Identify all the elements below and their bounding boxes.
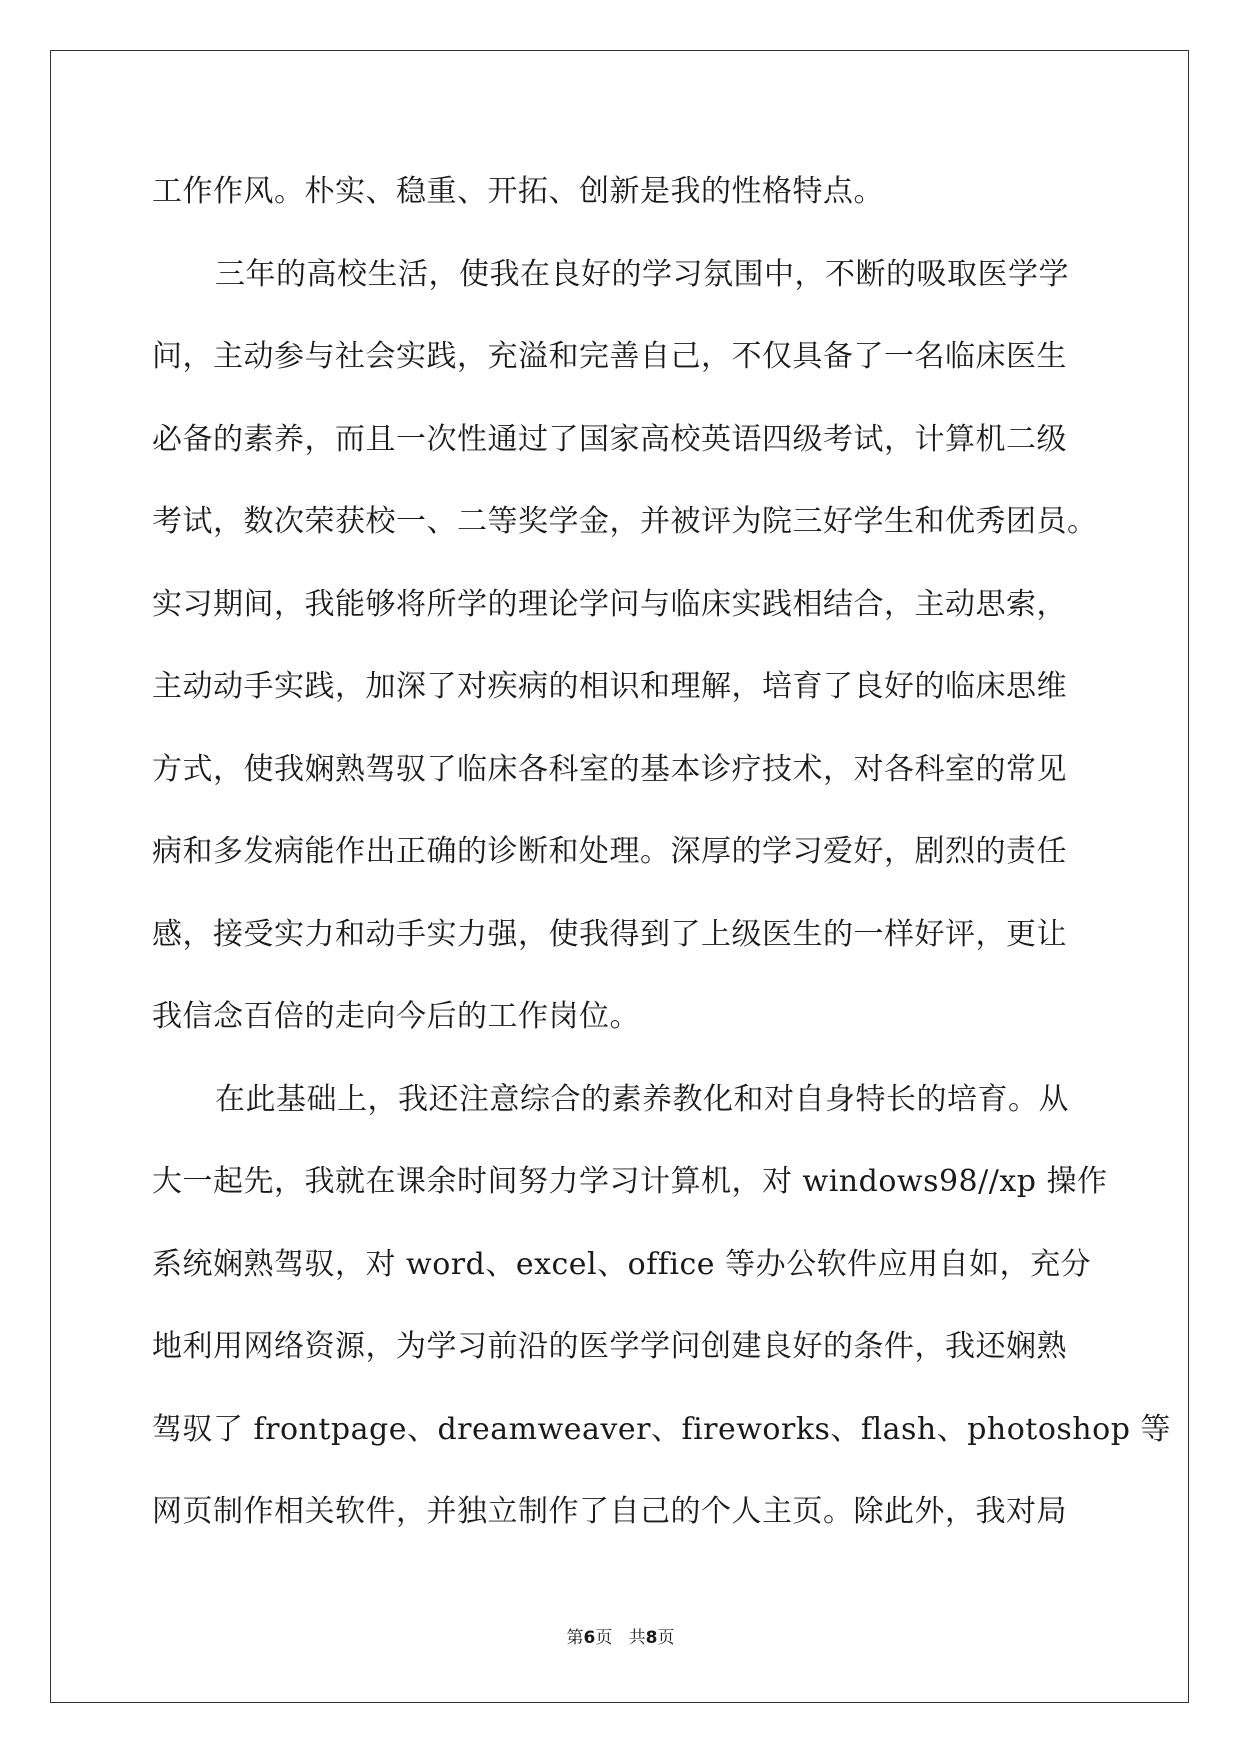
- total-pages-prefix: 共: [628, 1628, 646, 1648]
- text-line: 地利用网络资源，为学习前沿的医学学问创建良好的条件，我还娴熟: [152, 1329, 1067, 1364]
- page-number-suffix: 页: [595, 1628, 613, 1648]
- text-line: 感，接受实力和动手实力强，使我得到了上级医生的一样好评，更让: [152, 916, 1067, 952]
- text-line: 我信念百倍的走向今后的工作岗位。: [152, 999, 640, 1034]
- text-line: 方式，使我娴熟驾驭了临床各科室的基本诊疗技术，对各科室的常见: [152, 751, 1067, 787]
- text-line: 考试，数次荣获校一、二等奖学金，并被评为院三好学生和优秀团员。: [152, 504, 1098, 539]
- document-body: [152, 158, 1171, 1561]
- text-line: 主动动手实践，加深了对疾病的相识和理解，培育了良好的临床思维: [152, 669, 1067, 704]
- total-pages-suffix: 页: [657, 1628, 675, 1648]
- text-line: 三年的高校生活，使我在良好的学习氛围中，不断的吸取医学学: [215, 256, 1069, 292]
- text-line: 驾驭了 frontpage、dreamweaver、fireworks、flash、photoshop 等: [152, 1411, 1171, 1447]
- text-line: 问，主动参与社会实践，充溢和完善自己，不仅具备了一名临床医生: [152, 339, 1067, 374]
- text-line: 必备的素养，而且一次性通过了国家高校英语四级考试，计算机二级: [152, 421, 1067, 457]
- page-number-prefix: 第: [566, 1628, 584, 1648]
- total-pages-number: 8: [645, 1628, 658, 1648]
- text-line: 工作作风。朴实、稳重、开拓、创新是我的性格特点。: [152, 174, 884, 209]
- text-line: 实习期间，我能够将所学的理论学问与临床实践相结合，主动思索，: [152, 586, 1067, 622]
- text-line: 在此基础上，我还注意综合的素养教化和对自身特长的培育。从: [215, 1081, 1069, 1117]
- text-line: 系统娴熟驾驭，对 word、excel、office 等办公软件应用自如，充分: [152, 1246, 1092, 1282]
- text-line: 网页制作相关软件，并独立制作了自己的个人主页。除此外，我对局: [152, 1494, 1067, 1529]
- text-line: 病和多发病能作出正确的诊断和处理。深厚的学习爱好，剧烈的责任: [152, 834, 1067, 869]
- current-page-number: 6: [583, 1628, 596, 1648]
- page-footer: [0, 1623, 1241, 1648]
- text-line: 大一起先，我就在课余时间努力学习计算机，对 windows98//xp 操作: [152, 1164, 1108, 1199]
